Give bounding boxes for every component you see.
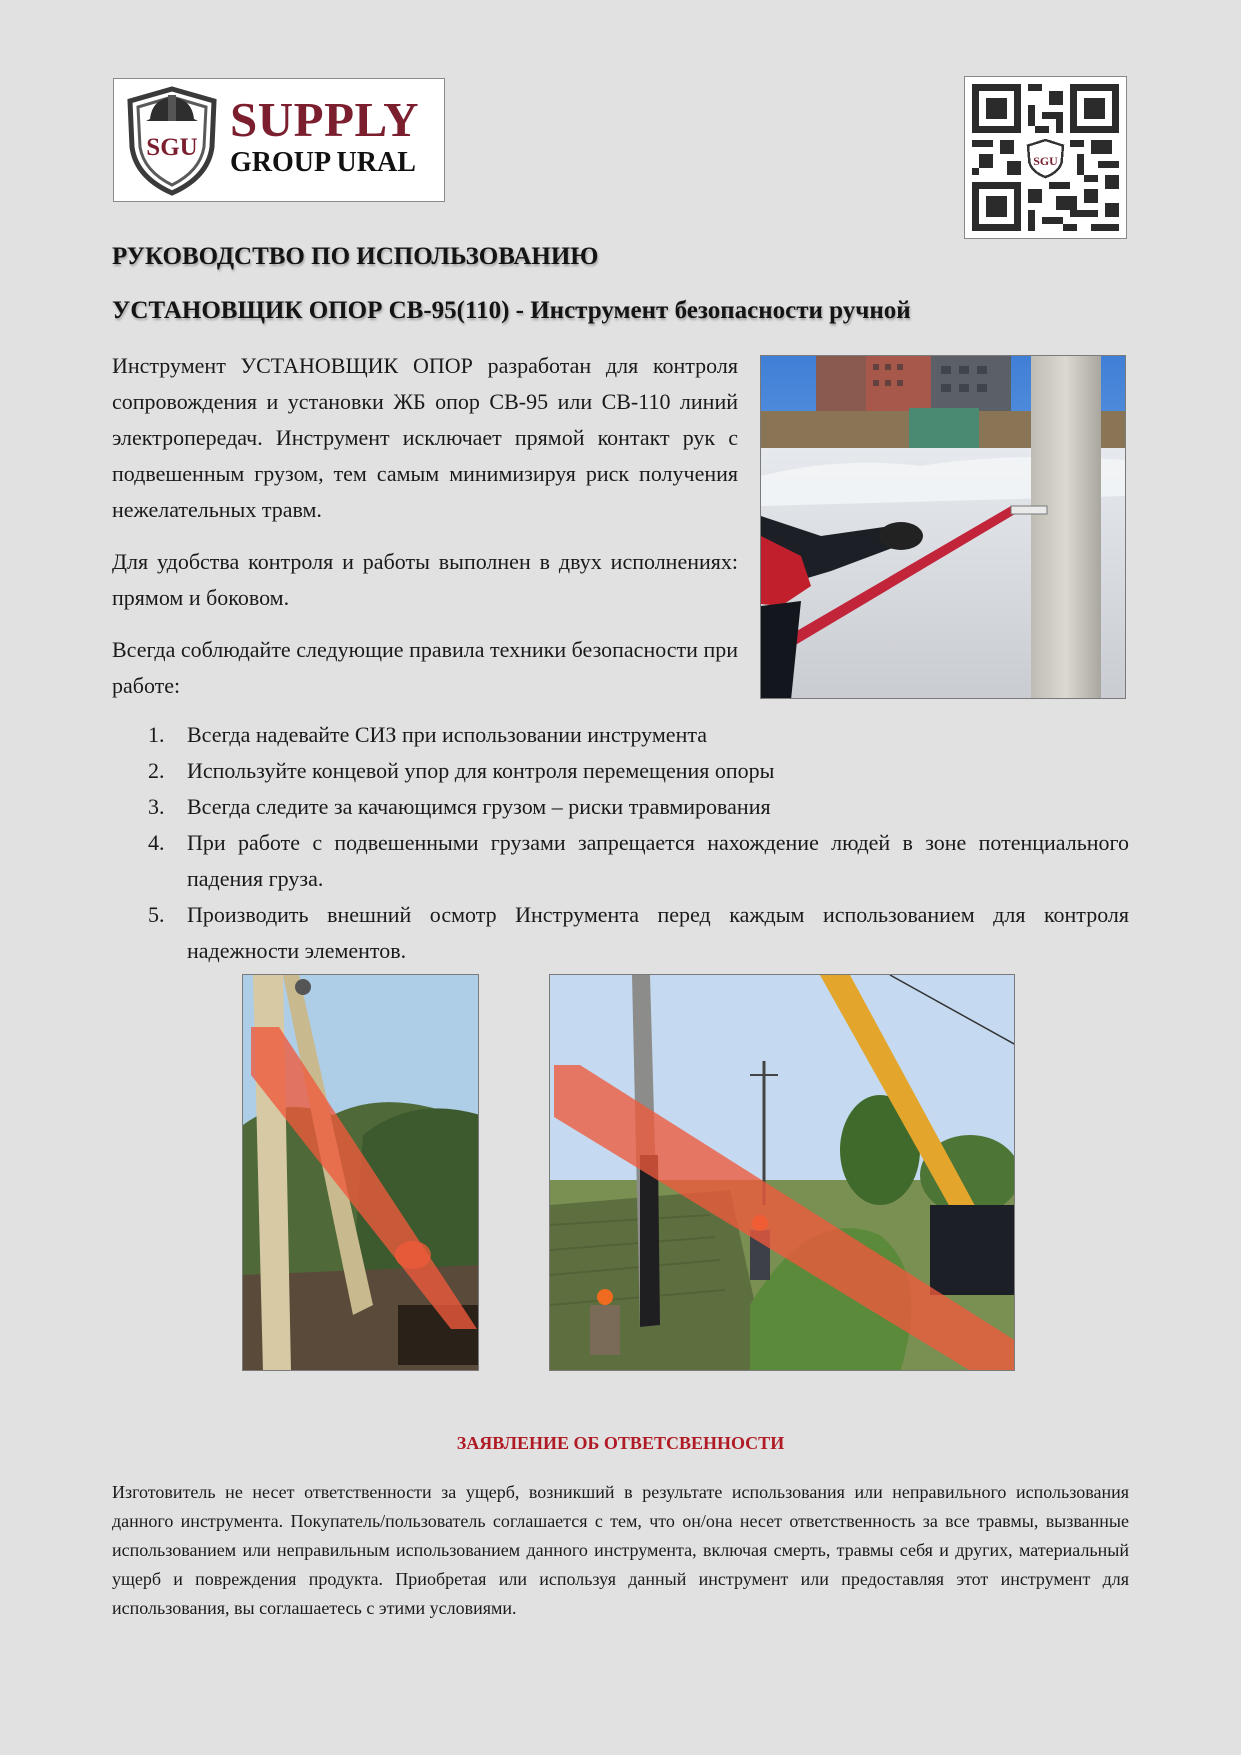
intro-text bbox=[112, 348, 738, 720]
brand-name-supply: SUPPLY bbox=[230, 92, 420, 147]
qr-code-icon bbox=[972, 84, 1119, 231]
list-item bbox=[112, 897, 1129, 969]
tool-usage-photo bbox=[760, 355, 1126, 699]
list-text: При работе с подвешенными грузами запрещается нахождение людей в зоне потенциального падения груза. bbox=[187, 830, 1129, 891]
prohibited-practice-photo-1 bbox=[242, 974, 479, 1371]
list-number: 4. bbox=[148, 830, 165, 855]
list-number: 2. bbox=[148, 758, 165, 783]
list-text: Всегда следите за качающимся грузом – риски травмирования bbox=[187, 794, 771, 819]
qr-code[interactable] bbox=[964, 76, 1127, 239]
prohibited-practice-photo-2 bbox=[549, 974, 1015, 1371]
list-text: Всегда надевайте СИЗ при использовании инструмента bbox=[187, 722, 707, 747]
list-text: Используйте концевой упор для контроля перемещения опоры bbox=[187, 758, 775, 783]
list-item bbox=[112, 753, 1129, 789]
safety-rules-list bbox=[112, 717, 1129, 969]
company-logo bbox=[113, 78, 445, 202]
list-number: 3. bbox=[148, 794, 165, 819]
qr-center-text: SGU bbox=[1033, 154, 1058, 169]
brand-name-group-ural: GROUP URAL bbox=[230, 147, 416, 178]
intro-paragraph-2: Для удобства контроля и работы выполнен в двух исполнениях: прямом и боковом. bbox=[112, 549, 738, 610]
document-title: РУКОВОДСТВО ПО ИСПОЛЬЗОВАНИЮ bbox=[112, 243, 599, 270]
disclaimer-text: Изготовитель не несет ответственности за ущерб, возникший в результате использования или неправильного использования данного инструмента. Покупатель/пользователь соглашается с тем, что он/она несет ответственность за все травмы, вызванные использованием или неправильным использованием данного инструмента, включая смерть, травмы себя и других, материальный ущерб и повреждения продукта. Приобретая или используя данный инструмент или предоставляя этот инструмент для использования, вы соглашаетесь с этими условиями. bbox=[112, 1482, 1129, 1618]
list-number: 5. bbox=[148, 902, 165, 927]
logo-emblem-text: SGU bbox=[146, 134, 198, 161]
list-item bbox=[112, 789, 1129, 825]
document-subtitle: УСТАНОВЩИК ОПОР СВ-95(110) - Инструмент безопасности ручной bbox=[112, 297, 911, 324]
list-number: 1. bbox=[148, 722, 165, 747]
disclaimer-title: ЗАЯВЛЕНИЕ ОБ ОТВЕТСВЕННОСТИ bbox=[456, 1433, 785, 1453]
list-item bbox=[112, 717, 1129, 753]
intro-paragraph-3: Всегда соблюдайте следующие правила техники безопасности при работе: bbox=[112, 637, 738, 698]
shield-helmet-icon bbox=[122, 85, 222, 197]
list-text: Производить внешний осмотр Инструмента перед каждым использованием для контроля надежности элементов. bbox=[187, 902, 1129, 963]
list-item bbox=[112, 825, 1129, 897]
intro-paragraph-1: Инструмент УСТАНОВЩИК ОПОР разработан для контроля сопровождения и установки ЖБ опор СВ-95 или СВ-110 линий электропередач. Инструмент исключает прямой контакт рук с подвешенным грузом, тем самым минимизируя риск получения нежелательных травм. bbox=[112, 353, 738, 522]
